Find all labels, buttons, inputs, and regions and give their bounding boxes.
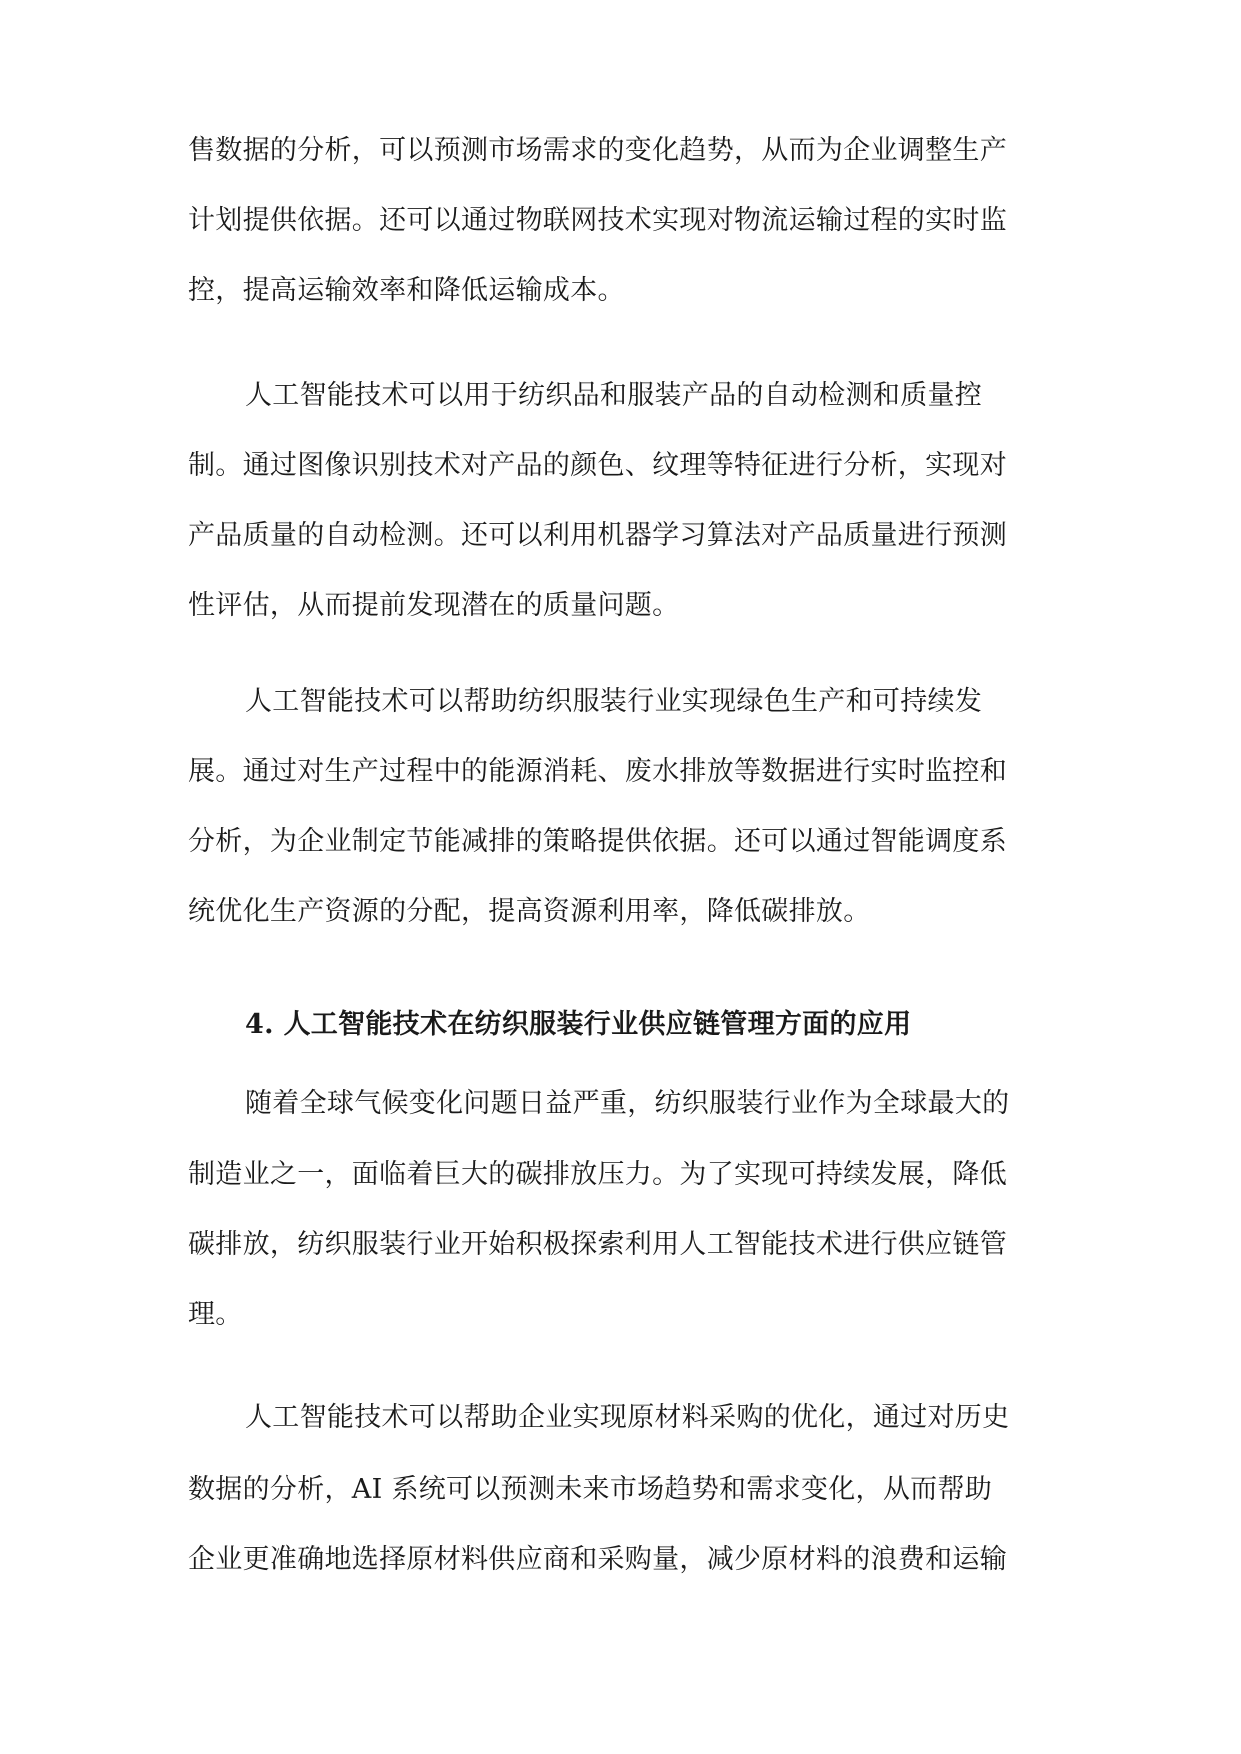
text-line: 分析，为企业制定节能减排的策略提供依据。还可以通过智能调度系 <box>188 826 1007 857</box>
text-line: 人工智能技术可以帮助企业实现原材料采购的优化，通过对历史 <box>245 1402 1010 1433</box>
text-line: 理。 <box>188 1299 243 1330</box>
text-line: 企业更准确地选择原材料供应商和采购量，减少原材料的浪费和运输 <box>188 1544 1007 1575</box>
text-line: 统优化生产资源的分配，提高资源利用率，降低碳排放。 <box>188 896 871 927</box>
text-line: 控，提高运输效率和降低运输成本。 <box>188 275 625 306</box>
text-line: 随着全球气候变化问题日益严重，纺织服装行业作为全球最大的 <box>245 1088 1010 1119</box>
text-line: 数据的分析，AI 系统可以预测未来市场趋势和需求变化，从而帮助 <box>188 1474 993 1505</box>
text-line: 计划提供依据。还可以通过物联网技术实现对物流运输过程的实时监 <box>188 205 1007 236</box>
text-line: 人工智能技术可以帮助纺织服装行业实现绿色生产和可持续发 <box>245 686 983 717</box>
text-line: 制造业之一，面临着巨大的碳排放压力。为了实现可持续发展，降低 <box>188 1159 1007 1190</box>
text-line: 人工智能技术可以用于纺织品和服装产品的自动检测和质量控 <box>245 380 983 411</box>
text-line: 展。通过对生产过程中的能源消耗、废水排放等数据进行实时监控和 <box>188 756 1007 787</box>
text-line: 碳排放，纺织服装行业开始积极探索利用人工智能技术进行供应链管 <box>188 1229 1007 1260</box>
text-line: 性评估，从而提前发现潜在的质量问题。 <box>188 590 680 621</box>
section-heading: 4. 人工智能技术在纺织服装行业供应链管理方面的应用 <box>245 1009 912 1040</box>
text-line: 制。通过图像识别技术对产品的颜色、纹理等特征进行分析，实现对 <box>188 450 1007 481</box>
text-line: 售数据的分析，可以预测市场需求的变化趋势，从而为企业调整生产 <box>188 135 1007 166</box>
text-line: 产品质量的自动检测。还可以利用机器学习算法对产品质量进行预测 <box>188 520 1007 551</box>
